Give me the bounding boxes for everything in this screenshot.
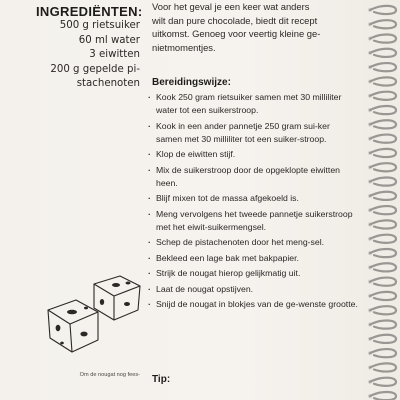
step-item: · Blijf mixen tot de massa afgekoeld is. (148, 192, 358, 205)
step-item: · Kook in een ander pannetje 250 gram sui-ker samen met 30 milliliter tot een suiker-stroop. (148, 120, 358, 146)
spiral-loop (368, 77, 396, 85)
intro-line: wilt dan pure chocolade, biedt dit recept (152, 14, 318, 26)
spiral-loop (368, 378, 396, 386)
spiral-loop (368, 92, 396, 100)
spiral-loop (368, 206, 396, 214)
step-item: · Laat de nougat opstijven. (148, 283, 358, 296)
step-item: · Meng vervolgens het tweede pannetje suikerstroop met het eiwit-suikermengsel. (148, 208, 358, 234)
spiral-loop (368, 163, 396, 171)
spiral-loop (368, 335, 396, 343)
spiral-loop (368, 320, 396, 328)
intro-line: uitkomst. Genoeg voor veertig kleine ge- (152, 28, 321, 40)
spiral-loop (368, 392, 396, 400)
intro-line: nietmomentjes. (152, 41, 216, 53)
spiral-loop (368, 220, 396, 228)
spiral-loop (368, 249, 396, 257)
spiral-loop (368, 34, 396, 42)
recipe-intro (152, 0, 358, 54)
tip-title: Tip: (152, 374, 171, 385)
spiral-loop (368, 49, 396, 57)
spiral-loop (368, 106, 396, 114)
ingredient-item: 200 g gepelde pi- (50, 63, 140, 75)
illustration-caption: Om de nougat nog fees- (79, 372, 140, 378)
spiral-binding (360, 0, 400, 400)
preparation-steps (148, 91, 358, 314)
nougat-sketch-illustration (32, 272, 144, 362)
spiral-loop (368, 235, 396, 243)
intro-line: Voor het geval je een keer wat anders (152, 1, 310, 12)
ingredient-item: 60 ml water (78, 34, 140, 46)
ingredient-item: 500 g rietsuiker (59, 20, 140, 31)
step-item: · Snijd de nougat in blokjes van de ge-wenste grootte. (148, 298, 358, 311)
spiral-loop (368, 6, 396, 14)
preparation-title: Bereidingswijze: (152, 77, 231, 88)
step-item: · Kook 250 gram rietsuiker samen met 30 milliliter water tot een suikerstroop. (148, 91, 358, 117)
spiral-loop (368, 263, 396, 271)
step-item: · Bekleed een lage bak met bakpapier. (148, 252, 358, 265)
spiral-loop (368, 135, 396, 143)
spiral-loop (368, 278, 396, 286)
step-item: · Klop de eiwitten stijf. (148, 148, 358, 161)
ingredients-title: INGREDIËNTEN: (36, 4, 143, 19)
spiral-loop (368, 149, 396, 157)
spiral-loop (368, 63, 396, 71)
spiral-loop (368, 177, 396, 185)
spiral-loop (368, 363, 396, 371)
spiral-loop (368, 306, 396, 314)
step-item: · Strijk de nougat hierop gelijkmatig uit. (148, 267, 358, 280)
spiral-loop (368, 120, 396, 128)
ingredients-list (18, 19, 140, 92)
ingredients-column (0, 0, 150, 400)
ingredient-item: stachenoten (76, 78, 140, 90)
step-item: · Schep de pistachenoten door het meng-sel. (148, 236, 358, 249)
spiral-loop (368, 292, 396, 300)
ingredient-item: 3 eiwitten (89, 49, 140, 61)
spiral-loop (368, 349, 396, 357)
step-item: · Mix de suikerstroop door de opgeklopte eiwitten heen. (148, 164, 358, 190)
spiral-loop (368, 20, 396, 28)
recipe-main-column (148, 0, 360, 400)
spiral-loop (368, 192, 396, 200)
